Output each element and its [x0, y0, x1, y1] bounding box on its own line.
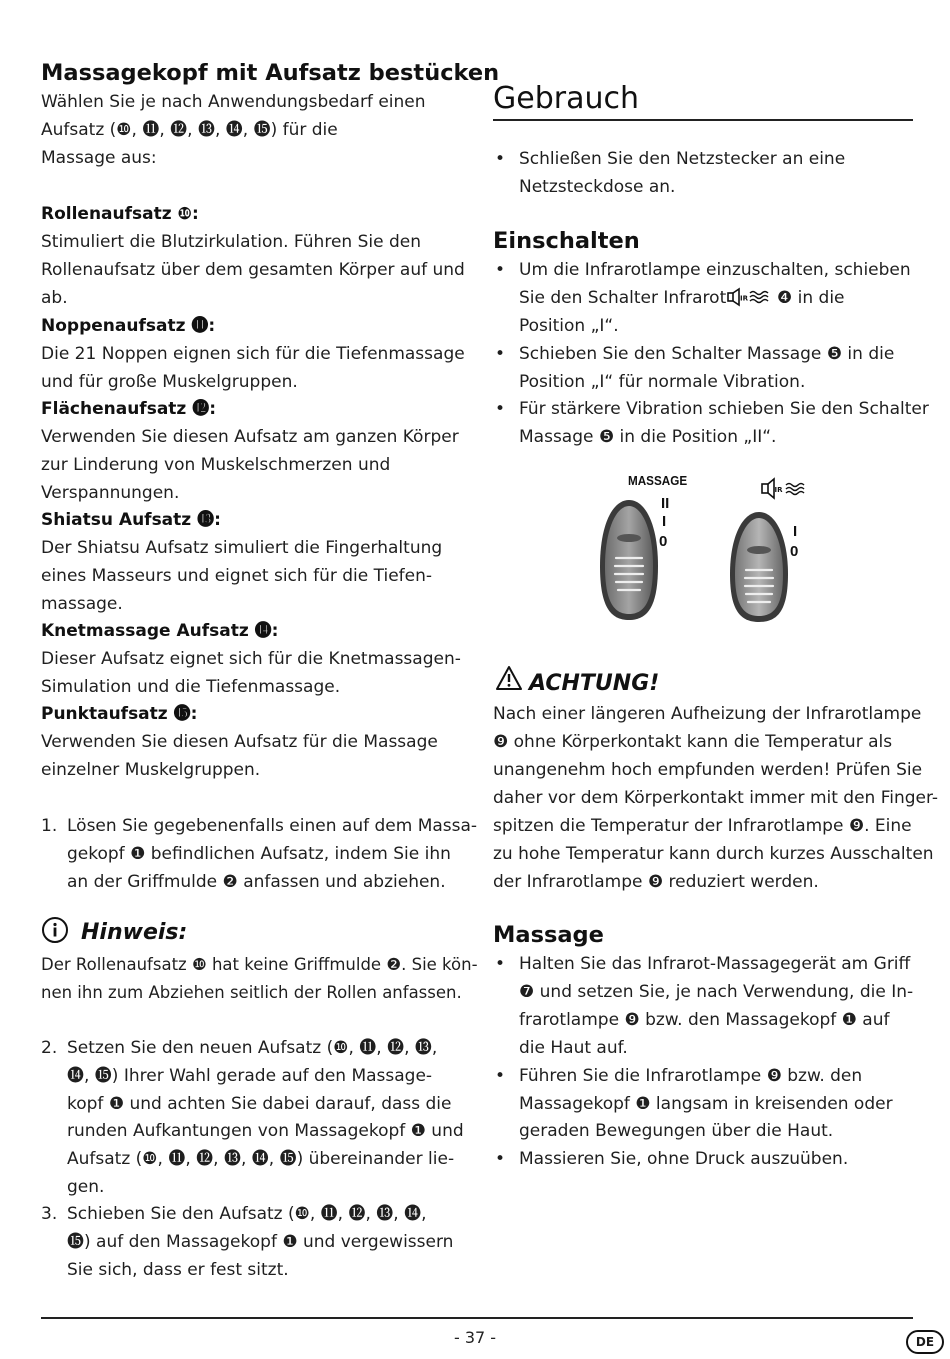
attachment-text: Stimuliert die Blutzirkulation. Führen Sie den	[41, 232, 421, 252]
bullet: •	[495, 399, 506, 419]
attachment-text: einzelner Muskelgruppen.	[41, 760, 261, 780]
attachment-text: Die 21 Noppen eignen sich für die Tiefenmassage	[41, 344, 465, 364]
switch-illustration	[592, 466, 822, 626]
step-text: gen.	[67, 1177, 105, 1197]
warning-text: zu hohe Temperatur kann durch kurzes Ausschalten	[493, 844, 934, 864]
warning-text: Nach einer längeren Aufheizung der Infrarotlampe	[493, 704, 922, 724]
attachment-text: ab.	[41, 288, 68, 308]
step-text: ⓮, ⓯) Ihrer Wahl gerade auf den Massage-	[67, 1066, 433, 1086]
warning-text: der Infrarotlampe ❾ reduziert werden.	[493, 872, 819, 892]
step-text: Schieben Sie den Aufsatz (❿, ⓫, ⓬, ⓭, ⓮,	[67, 1204, 427, 1224]
step-text: Aufsatz (❿, ⓫, ⓬, ⓭, ⓮, ⓯) übereinander lie-	[67, 1149, 455, 1169]
attachment-title: Rollenaufsatz ❿:	[41, 204, 199, 224]
footer-divider	[41, 1317, 913, 1319]
bullet-text: Position „I“ für normale Vibration.	[519, 372, 806, 392]
bullet-text: geraden Bewegungen über die Haut.	[519, 1121, 834, 1141]
ir-pos-0: 0	[790, 543, 799, 560]
bullet-text: Halten Sie das Infrarot-Massagegerät am Griff	[519, 954, 911, 974]
hint-text: nen ihn zum Abziehen seitlich der Rollen anfassen.	[41, 983, 462, 1002]
ir-pos-1: I	[793, 523, 798, 540]
bullet-text: Netzsteckdose an.	[519, 177, 676, 197]
page-title: Gebrauch	[493, 81, 639, 116]
attachment-text: massage.	[41, 594, 123, 614]
massage-label: MASSAGE	[628, 473, 688, 489]
bullet-text: Massage ❺ in die Position „II“.	[519, 427, 777, 447]
step-text: Lösen Sie gegebenenfalls einen auf dem Massa-	[67, 816, 478, 836]
page-number: - 37 -	[453, 1328, 497, 1347]
step-text: gekopf ❶ befindlichen Aufsatz, indem Sie ihn	[67, 844, 451, 864]
bullet-text: Schieben Sie den Schalter Massage ❺ in die	[519, 344, 895, 364]
bullet-text: Position „I“.	[519, 316, 619, 336]
bullet: •	[495, 954, 506, 974]
massage-pos-2: II	[661, 495, 670, 512]
info-icon	[41, 916, 69, 948]
subsection-heading: Massage	[493, 922, 604, 948]
bullet: •	[495, 260, 506, 280]
massage-pos-1: I	[662, 513, 667, 530]
bullet-text: frarotlampe ❾ bzw. den Massagekopf ❶ auf	[519, 1010, 890, 1030]
hint-text: Der Rollenaufsatz ❿ hat keine Griffmulde ❷. Sie kön-	[41, 955, 478, 974]
attachment-text: eines Masseurs und eignet sich für die Tiefen-	[41, 566, 433, 586]
bullet-text: Schließen Sie den Netzstecker an eine	[519, 149, 846, 169]
intro-line: Massage aus:	[41, 148, 157, 168]
attachment-title: Knetmassage Aufsatz ⓮:	[41, 621, 279, 641]
massage-pos-0: 0	[659, 533, 668, 550]
intro-line: Aufsatz (❿, ⓫, ⓬, ⓭, ⓮, ⓯) für die	[41, 120, 338, 140]
bullet-text: Führen Sie die Infrarotlampe ❾ bzw. den	[519, 1066, 863, 1086]
ir-symbol-label: IR	[774, 486, 783, 494]
attachment-text: Dieser Aufsatz eignet sich für die Knetmassagen-	[41, 649, 461, 669]
intro-line: Wählen Sie je nach Anwendungsbedarf einen	[41, 92, 426, 112]
step-text: kopf ❶ und achten Sie dabei darauf, dass die	[67, 1094, 452, 1114]
attachment-title: Punktaufsatz ⓯:	[41, 704, 198, 724]
warning-text: unangenehm hoch empfunden werden! Prüfen Sie	[493, 760, 923, 780]
subsection-heading: Einschalten	[493, 228, 640, 254]
bullet: •	[495, 1066, 506, 1086]
section-heading: Massagekopf mit Aufsatz bestücken	[41, 60, 500, 86]
step-text: Setzen Sie den neuen Aufsatz (❿, ⓫, ⓬, ⓭,	[67, 1038, 438, 1058]
attachment-title: Shiatsu Aufsatz ⓭:	[41, 510, 221, 530]
attachment-text: Rollenaufsatz über dem gesamten Körper auf und	[41, 260, 465, 280]
step-number: 3.	[41, 1204, 58, 1224]
step-text: Sie sich, dass er fest sitzt.	[67, 1260, 289, 1280]
bullet-text: Um die Infrarotlampe einzuschalten, schieben	[519, 260, 911, 280]
attachment-title: Flächenaufsatz ⓬:	[41, 399, 217, 419]
step-number: 2.	[41, 1038, 58, 1058]
infrared-symbol-icon	[727, 287, 769, 311]
bullet-text: ❹ in die	[777, 288, 845, 308]
attachment-text: Verwenden Sie diesen Aufsatz für die Massage	[41, 732, 438, 752]
title-divider	[493, 119, 913, 121]
bullet-text: Sie den Schalter Infrarot	[519, 288, 727, 308]
bullet-text: Für stärkere Vibration schieben Sie den Schalter	[519, 399, 929, 419]
hint-title: Hinweis:	[81, 920, 188, 945]
warning-text: daher vor dem Körperkontakt immer mit den Finger-	[493, 788, 939, 808]
attachment-text: zur Linderung von Muskelschmerzen und	[41, 455, 391, 475]
attachment-text: und für große Muskelgruppen.	[41, 372, 298, 392]
bullet-text: Massagekopf ❶ langsam in kreisenden oder	[519, 1094, 893, 1114]
language-badge: DE	[906, 1330, 944, 1354]
warning-text: ❾ ohne Körperkontakt kann die Temperatur als	[493, 732, 893, 752]
warning-title: ACHTUNG!	[529, 671, 660, 696]
warning-triangle-icon	[495, 665, 523, 695]
attachment-text: Verspannungen.	[41, 483, 180, 503]
attachment-title: Noppenaufsatz ⓫:	[41, 316, 216, 336]
svg-text:IR: IR	[740, 294, 748, 303]
warning-text: spitzen die Temperatur der Infrarotlampe ❾. Eine	[493, 816, 912, 836]
attachment-text: Simulation und die Tiefenmassage.	[41, 677, 341, 697]
step-text: ⓯) auf den Massagekopf ❶ und vergewissern	[67, 1232, 454, 1252]
attachment-text: Verwenden Sie diesen Aufsatz am ganzen Körper	[41, 427, 459, 447]
bullet-text: die Haut auf.	[519, 1038, 628, 1058]
bullet: •	[495, 149, 506, 169]
attachment-text: Der Shiatsu Aufsatz simuliert die Fingerhaltung	[41, 538, 443, 558]
step-number: 1.	[41, 816, 58, 836]
bullet: •	[495, 1149, 506, 1169]
step-text: an der Griffmulde ❷ anfassen und abziehen.	[67, 872, 446, 892]
bullet-text: Massieren Sie, ohne Druck auszuüben.	[519, 1149, 849, 1169]
bullet-text: ❼ und setzen Sie, je nach Verwendung, die In-	[519, 982, 914, 1002]
step-text: runden Aufkantungen von Massagekopf ❶ und	[67, 1121, 464, 1141]
bullet: •	[495, 344, 506, 364]
